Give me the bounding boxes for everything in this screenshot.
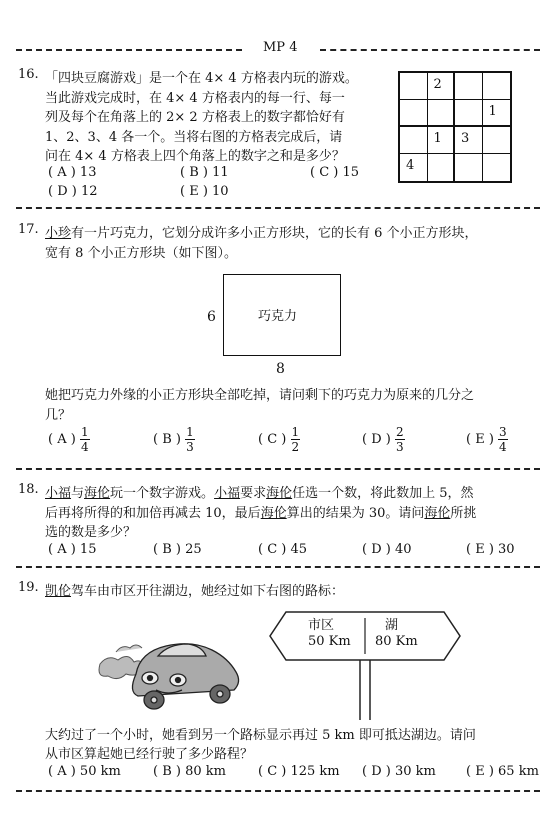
q19-number: 19. [18, 580, 39, 595]
fraction-denominator: 4 [80, 440, 89, 454]
fraction-denominator: 4 [499, 440, 507, 454]
q16-option-e[interactable]: ( E ) 10 [180, 184, 229, 199]
q16-option-b[interactable]: ( B ) 11 [180, 165, 229, 180]
q18-option-e[interactable]: ( E ) 30 [466, 542, 515, 557]
q18-text-5: 后再将所得的和加倍再减去 10，最后 [45, 506, 261, 521]
fraction-numerator: 2 [395, 425, 404, 439]
q18-line-2 [45, 502, 476, 521]
q17-option-label: ( E ) [466, 432, 499, 447]
grid-cell-1-1 [428, 100, 456, 127]
chocolate-bottom-label: 8 [276, 361, 285, 377]
q16-line-5: 问在 4× 4 方格表上四个角落上的数字之和是多少？ [45, 149, 345, 164]
q19-line-3: 从市区算起她已经行驶了多少路程？ [45, 747, 254, 762]
q16-option-c[interactable]: ( C ) 15 [310, 165, 360, 180]
q17-name: 小珍 [45, 226, 72, 241]
q19-option-c[interactable]: ( C ) 125 km [258, 764, 340, 779]
grid-cell-1-3: 1 [483, 100, 511, 127]
q17-line-2: 宽有 8 个小正方形块（如下图）。 [45, 246, 238, 261]
car-illustration [96, 622, 252, 712]
q16-number: 16. [18, 67, 39, 82]
grid-cell-0-3 [483, 73, 511, 100]
q18-name-3: 小福 [214, 486, 241, 501]
q17-line-1 [45, 222, 478, 241]
q18-text-1: 与 [71, 486, 85, 501]
grid-cell-2-2: 3 [455, 127, 483, 154]
grid-cell-1-0 [400, 100, 428, 127]
fraction [185, 425, 195, 454]
q18-option-d[interactable]: ( D ) 40 [362, 542, 412, 557]
q19-option-e[interactable]: ( E ) 65 km [466, 764, 539, 779]
grid-cell-1-2 [455, 100, 483, 127]
fraction-numerator: 1 [80, 425, 89, 439]
sign-city-label: 市区 [308, 618, 335, 633]
q17-option-d[interactable] [362, 425, 405, 454]
grid-cell-2-0 [400, 127, 428, 154]
grid-cell-3-0: 4 [400, 154, 428, 181]
grid-cell-2-1: 1 [428, 127, 456, 154]
header-dash-right [320, 49, 540, 51]
divider-2 [16, 468, 540, 470]
header-dash-left [16, 49, 242, 51]
grid-cell-3-3 [483, 154, 511, 181]
divider-3 [16, 566, 540, 568]
page-label: MP 4 [263, 40, 298, 55]
fraction [395, 425, 405, 454]
chocolate-side-label: 6 [207, 309, 216, 325]
sign-lake-distance: 80 Km [375, 634, 418, 649]
fraction-numerator: 1 [186, 425, 194, 439]
q17-option-label: ( C ) [258, 432, 291, 447]
divider-4 [16, 790, 540, 792]
q19-line-1-text: 驾车由市区开往湖边，她经过如下右图的路标： [71, 584, 345, 599]
grid-cell-0-0 [400, 73, 428, 100]
q18-line-1 [45, 482, 474, 501]
q18-text-3: 要求 [240, 486, 267, 501]
fraction [291, 425, 301, 454]
q16-line-1: 「四块豆腐游戏」是一个在 4× 4 方格表内玩的游戏。 [45, 71, 358, 86]
q18-name-1: 小福 [45, 486, 72, 501]
fraction-denominator: 3 [186, 440, 194, 454]
q17-option-c[interactable] [258, 425, 300, 454]
q18-text-7: 所挑 [450, 506, 477, 521]
q19-option-b[interactable]: ( B ) 80 km [153, 764, 226, 779]
q16-option-d[interactable]: ( D ) 12 [48, 184, 98, 199]
chocolate-label: 巧克力 [258, 309, 298, 324]
grid-cell-0-2 [455, 73, 483, 100]
q17-option-label: ( B ) [153, 432, 186, 447]
q16-line-2: 当此游戏完成时，在 4× 4 方格表内的每一行、每一 [45, 91, 345, 106]
q18-name-5: 海伦 [260, 506, 287, 521]
q18-name-4: 海伦 [266, 486, 293, 501]
fraction-numerator: 1 [291, 425, 300, 439]
grid-cell-3-1 [428, 154, 456, 181]
road-sign [268, 608, 462, 720]
fraction [80, 425, 90, 454]
q18-option-b[interactable]: ( B ) 25 [153, 542, 202, 557]
grid-cell-0-1: 2 [428, 73, 456, 100]
divider-1 [16, 207, 540, 209]
fraction-denominator: 2 [291, 440, 300, 454]
fraction-numerator: 3 [499, 425, 507, 439]
q16-line-4: 1、2、3、4 各一个。当将右图的方格表完成后，请 [45, 130, 343, 145]
grid-cell-3-2 [455, 154, 483, 181]
q16-option-a[interactable]: ( A ) 13 [48, 165, 97, 180]
q18-text-6: 算出的结果为 30。请问 [286, 506, 425, 521]
q17-option-b[interactable] [153, 425, 195, 454]
q19-line-2: 大约过了一个小时，她看到另一个路标显示再过 5 km 即可抵达湖边。请问 [45, 728, 476, 743]
q18-line-3: 选的数是多少？ [45, 525, 137, 540]
q19-line-1 [45, 580, 344, 599]
q17-line-1-text: 有一片巧克力，它划分成许多小正方形块，它的长有 6 个小正方形块， [71, 226, 478, 241]
q18-name-2: 海伦 [84, 486, 111, 501]
fraction [498, 425, 508, 454]
q18-text-2: 玩一个数字游戏。 [110, 486, 215, 501]
q18-text-4: 任选一个数，将此数加上 5，然 [292, 486, 474, 501]
q17-line-3: 她把巧克力外缘的小正方形块全部吃掉，请问剩下的巧克力为原来的几分之 [45, 388, 475, 403]
q17-option-a[interactable] [48, 425, 90, 454]
q17-number: 17. [18, 222, 39, 237]
q17-line-4: 几？ [45, 408, 72, 423]
q18-option-a[interactable]: ( A ) 15 [48, 542, 97, 557]
grid-cell-2-3 [483, 127, 511, 154]
q18-option-c[interactable]: ( C ) 45 [258, 542, 308, 557]
fraction-denominator: 3 [395, 440, 404, 454]
sign-lake-label: 湖 [385, 618, 399, 633]
q19-name: 凯伦 [45, 584, 72, 599]
sign-city-distance: 50 Km [308, 634, 351, 649]
q18-number: 18. [18, 482, 39, 497]
q16-sudoku-grid [398, 71, 512, 183]
q19-option-d[interactable]: ( D ) 30 km [362, 764, 436, 779]
q17-option-label: ( D ) [362, 432, 395, 447]
q18-name-6: 海伦 [424, 506, 451, 521]
q17-option-label: ( A ) [48, 432, 80, 447]
q16-line-3: 列及每个在角落上的 2× 2 方格表上的数字都恰好有 [45, 110, 345, 125]
q17-option-e[interactable] [466, 425, 508, 454]
q19-option-a[interactable]: ( A ) 50 km [48, 764, 121, 779]
